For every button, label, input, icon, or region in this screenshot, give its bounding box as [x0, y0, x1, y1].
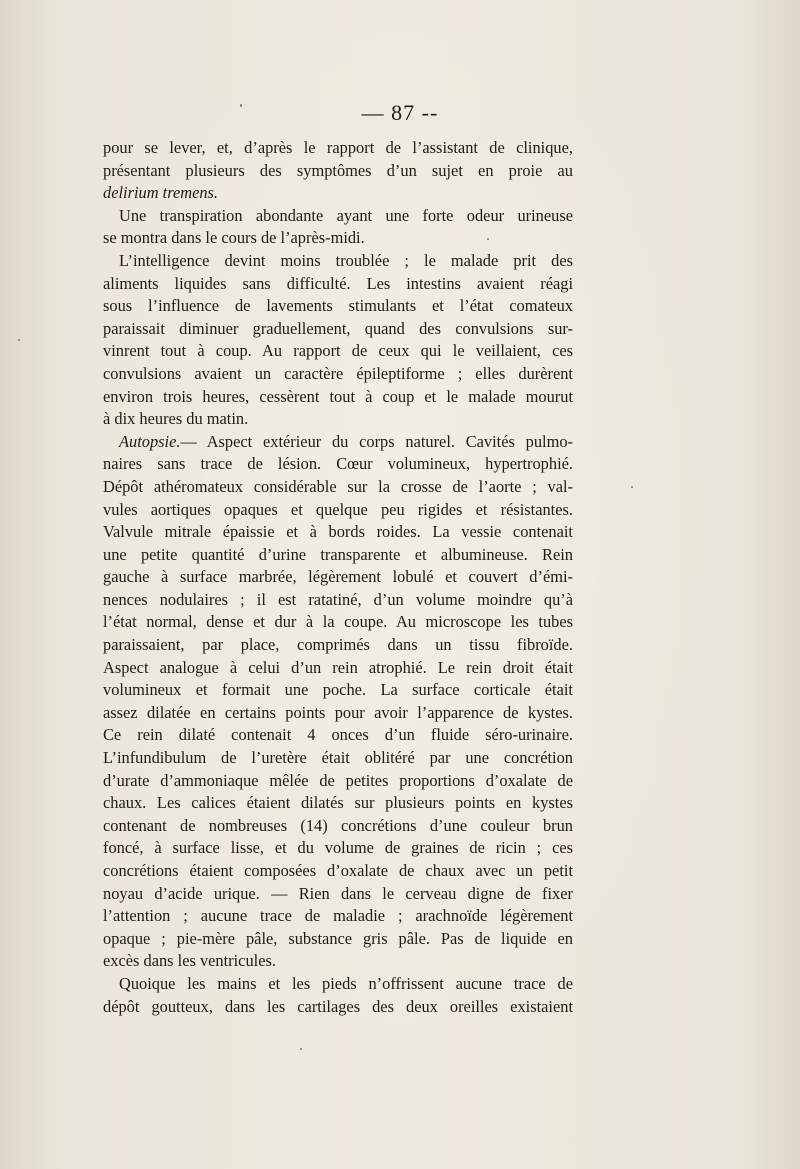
line-text: se montra dans le cours de l’après-midi. — [103, 228, 365, 248]
line-text: une petite quantité d’urine transparente et albumineuse. Rein — [103, 544, 573, 564]
line-text: paraissaient, par place, comprimés dans un tissu fibroïde. — [103, 635, 573, 655]
line-text: gauche à surface marbrée, légèrement lobulé et couvert d’émi- — [103, 567, 573, 587]
text-line — [103, 566, 573, 589]
line-text: — Aspect extérieur du corps naturel. Cavités pulmo- — [180, 431, 573, 451]
line-text: convulsions avaient un caractère épileptiforme ; elles durèrent — [103, 363, 573, 383]
line-text: chaux. Les calices étaient dilatés sur plusieurs points en kystes — [103, 793, 573, 813]
line-text: volumineux et formait une poche. La surface corticale était — [103, 680, 573, 700]
text-line — [103, 950, 573, 973]
text-line — [103, 724, 573, 747]
paper-speck — [18, 339, 20, 341]
text-line — [103, 905, 573, 928]
text-line — [103, 679, 573, 702]
text-line — [103, 476, 573, 499]
line-text: Quoique les mains et les pieds n’offrissent aucune trace de — [119, 973, 573, 993]
text-line — [103, 860, 573, 883]
line-text: contenant de nombreuses (14) concrétions d’une couleur brun — [103, 815, 573, 835]
line-text: à dix heures du matin. — [103, 409, 249, 429]
text-line — [103, 160, 573, 183]
text-line — [103, 544, 573, 567]
text-line — [103, 883, 573, 906]
line-text: naires sans trace de lésion. Cœur volumineux, hypertrophié. — [103, 454, 573, 474]
text-line — [103, 634, 573, 657]
italic-text: Autopsie. — [119, 431, 181, 451]
text-line — [103, 137, 573, 160]
line-text: L’infundibulum de l’uretère était oblitéré par une concrétion — [103, 748, 573, 768]
line-text: assez dilatée en certains points pour avoir l’apparence de kystes. — [103, 702, 573, 722]
text-line — [103, 589, 573, 612]
line-text: Valvule mitrale épaissie et à bords roides. La vessie contenait — [103, 522, 573, 542]
line-text: L’intelligence devint moins troublée ; le malade prit des — [119, 250, 573, 270]
line-text: opaque ; pie-mère pâle, substance gris pâle. Pas de liquide en — [103, 928, 573, 948]
text-line — [103, 295, 573, 318]
line-text: Une transpiration abondante ayant une forte odeur urineuse — [119, 205, 573, 225]
paper-speck — [631, 486, 633, 488]
body-text — [103, 137, 573, 1018]
text-line — [103, 657, 573, 680]
line-text: concrétions étaient composées d’oxalate de chaux avec un petit — [103, 861, 573, 880]
paper-speck — [487, 238, 489, 240]
line-text: foncé, à surface lisse, et du volume de graines de ricin ; ces — [103, 838, 573, 858]
line-text: vules aortiques opaques et quelque peu rigides et résistantes. — [103, 499, 573, 519]
line-text: sous l’influence de lavements stimulants et l’état comateux — [103, 296, 573, 316]
text-line — [103, 973, 573, 996]
italic-text: delirium tremens. — [103, 183, 219, 203]
paper-speck — [240, 104, 242, 107]
line-text: paraissait diminuer graduellement, quand des convulsions sur- — [103, 318, 573, 338]
text-line — [103, 837, 573, 860]
paper-speck — [300, 1048, 302, 1050]
text-line — [103, 273, 573, 296]
line-text: l’attention ; aucune trace de maladie ; arachnoïde légèrement — [103, 906, 573, 926]
text-line — [103, 386, 573, 409]
page-number: — 87 -- — [361, 100, 439, 125]
text-line — [103, 792, 573, 815]
text-line — [103, 182, 573, 205]
text-line — [103, 363, 573, 386]
text-line — [103, 227, 573, 250]
text-line — [103, 611, 573, 634]
text-line — [103, 928, 573, 951]
text-line — [103, 815, 573, 838]
line-text: Dépôt athéromateux considérable sur la crosse de l’aorte ; val- — [103, 476, 573, 496]
text-line — [103, 499, 573, 522]
line-text: Aspect analogue à celui d’un rein atrophié. Le rein droit était — [103, 657, 573, 677]
text-line — [103, 453, 573, 476]
text-line — [103, 318, 573, 341]
text-line — [103, 996, 573, 1019]
text-line — [103, 340, 573, 363]
line-text: vinrent tout à coup. Au rapport de ceux qui le veillaient, ces — [103, 341, 573, 361]
text-line — [103, 250, 573, 273]
text-line — [103, 770, 573, 793]
line-text: l’état normal, dense et dur à la coupe. Au microscope les tubes — [103, 612, 573, 632]
line-text: environ trois heures, cessèrent tout à coup et le malade mourut — [103, 386, 573, 406]
text-line — [103, 431, 573, 454]
text-line — [103, 702, 573, 725]
text-line — [103, 408, 573, 431]
text-line — [103, 521, 573, 544]
line-text: excès dans les ventricules. — [103, 951, 276, 971]
line-text: nences nodulaires ; il est ratatiné, d’un volume moindre qu’à — [103, 589, 573, 609]
line-text: aliments liquides sans difficulté. Les intestins avaient réagi — [103, 273, 573, 293]
line-text: dépôt goutteux, dans les cartilages des deux oreilles existaient — [103, 996, 573, 1016]
line-text: présentant plusieurs des symptômes d’un sujet en proie au — [103, 160, 573, 180]
line-text: pour se lever, et, d’après le rapport de l’assistant de clinique, — [103, 138, 573, 157]
line-text: noyau d’acide urique. — Rien dans le cerveau digne de fixer — [103, 883, 573, 903]
line-text: Ce rein dilaté contenait 4 onces d’un fluide séro-urinaire. — [103, 725, 573, 745]
text-line — [103, 747, 573, 770]
text-line — [103, 205, 573, 228]
line-text: d’urate d’ammoniaque mêlée de petites proportions d’oxalate de — [103, 770, 573, 790]
